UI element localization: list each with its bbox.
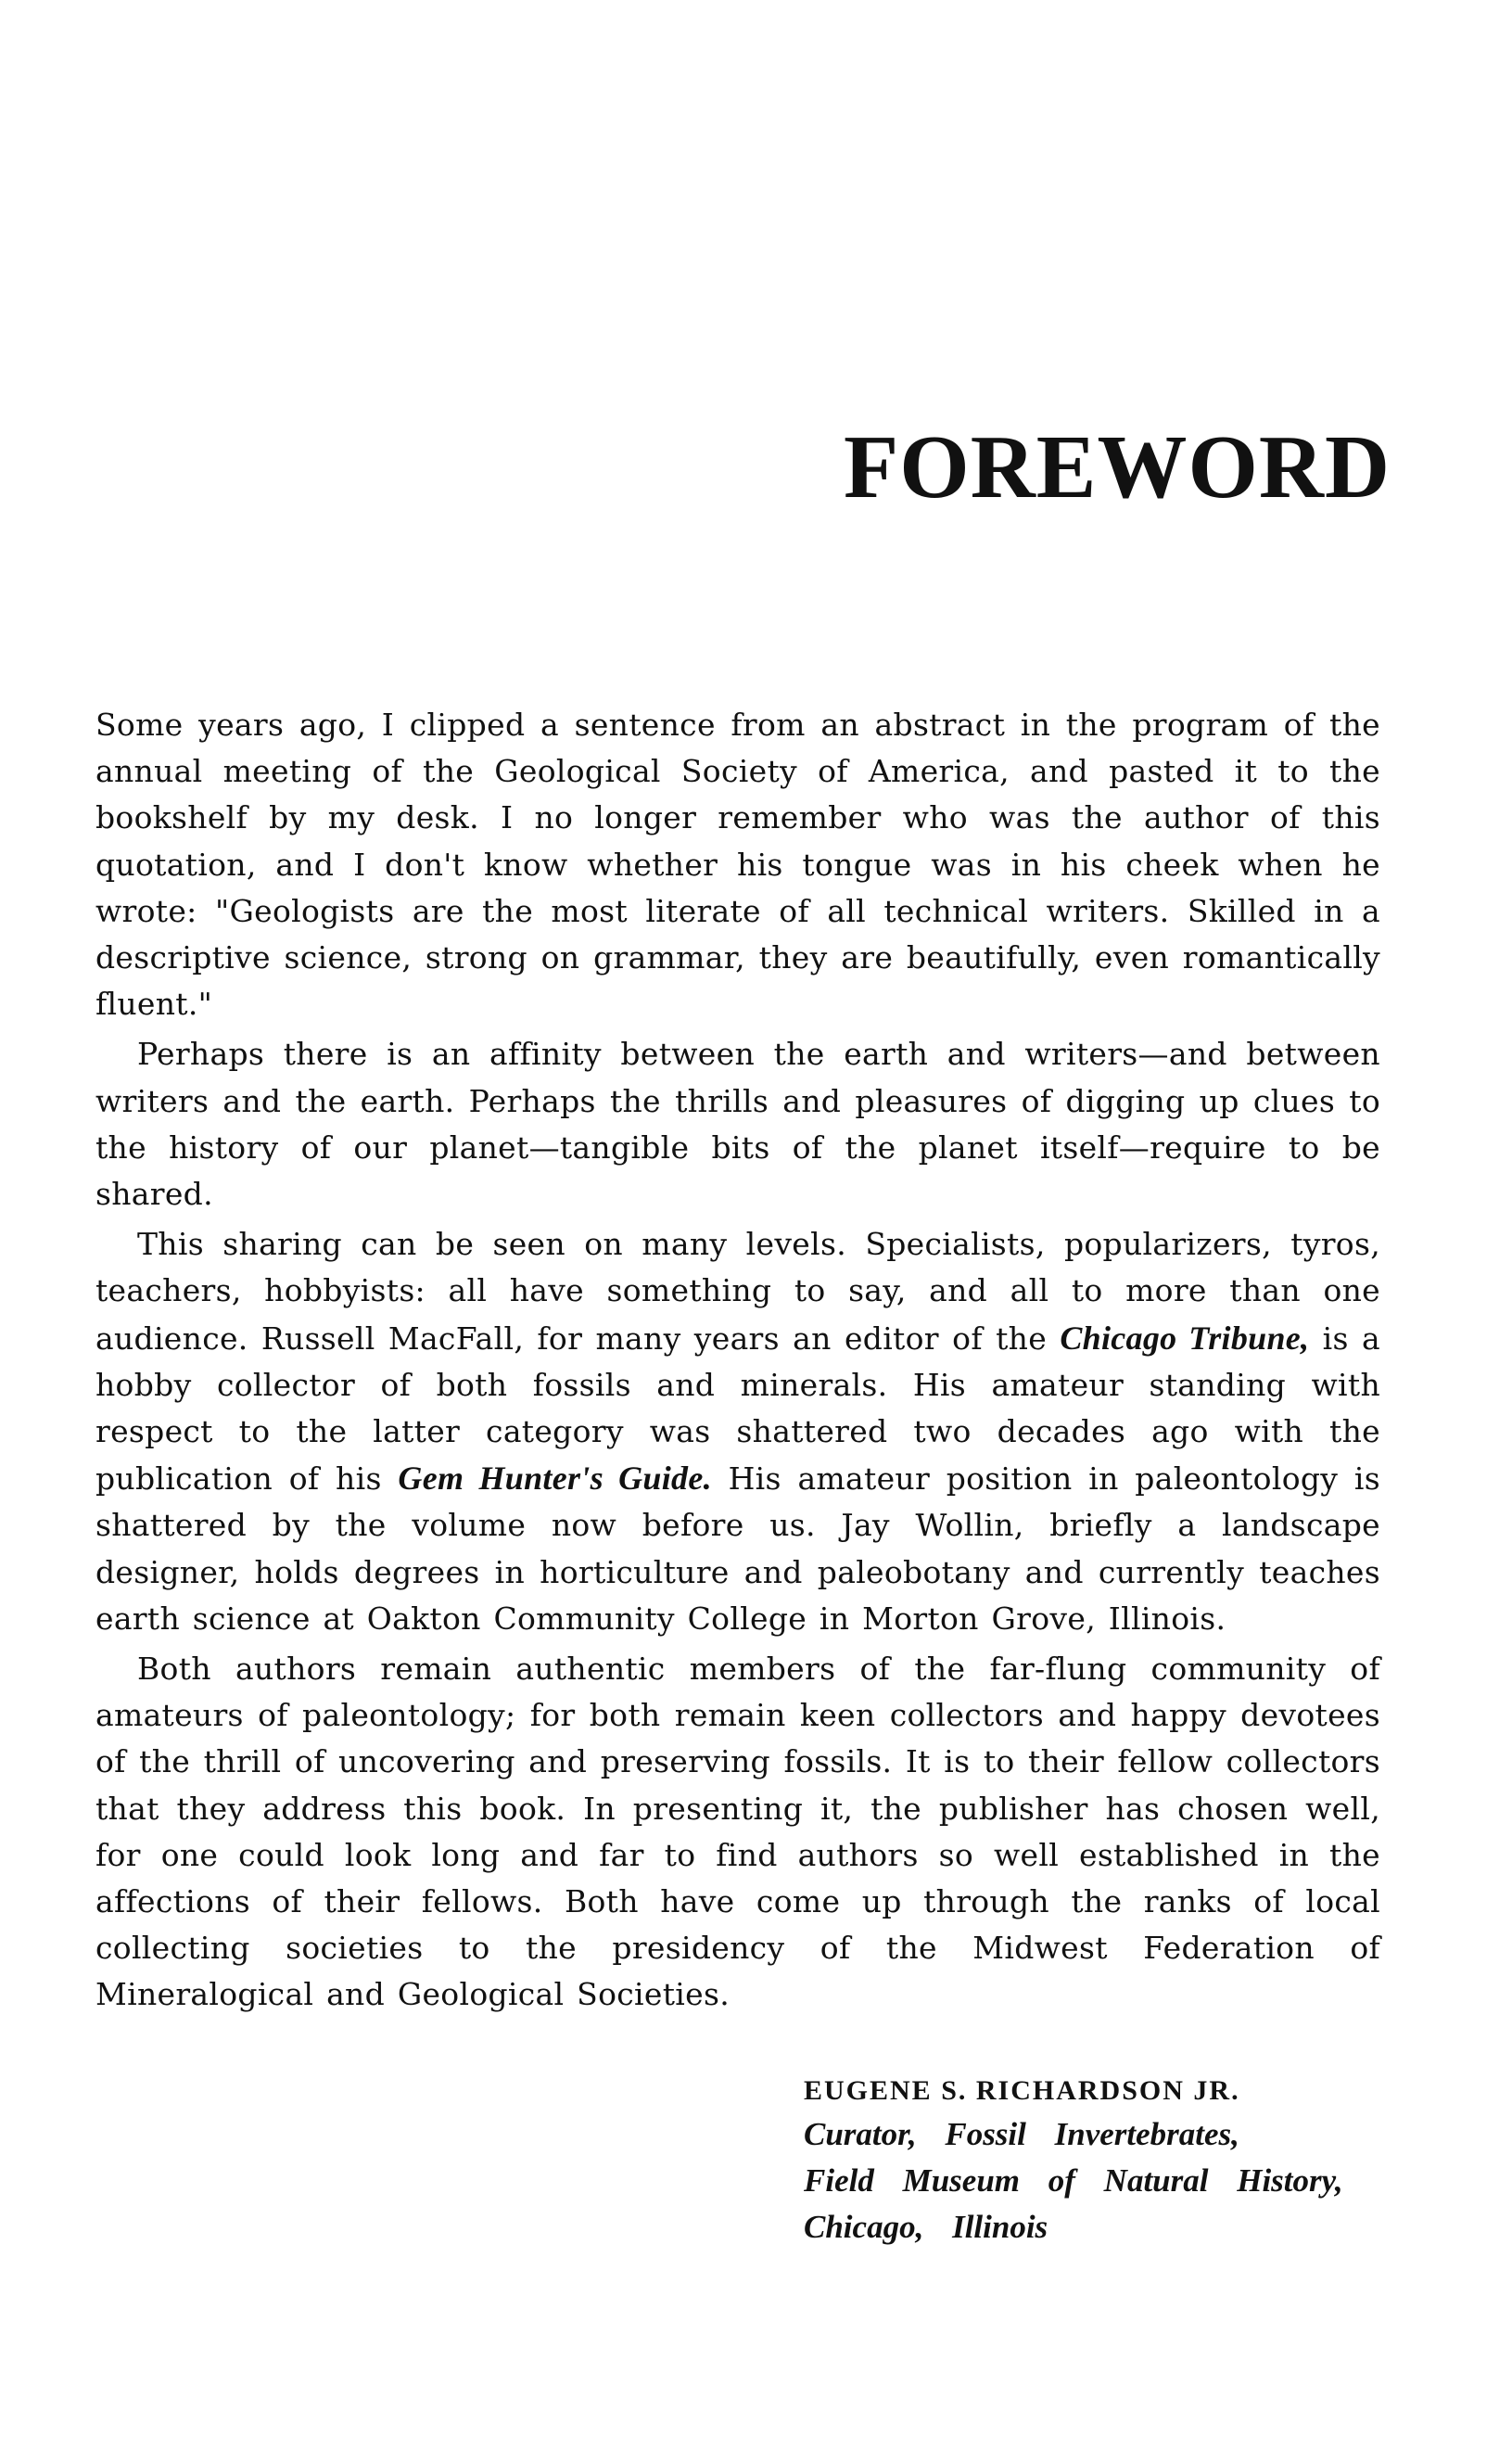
paragraph-2: Perhaps there is an affinity between the earth and writers—and between writers and the earth. Perhaps the thrills and pleasures of digging up clues to the history of our planet—tangible bits of the planet itself—require to be shared.	[95, 1036, 1380, 1213]
paragraph-3-text-3: His amateur position in paleontology is shattered by the volume now before us. Jay Wollin, briefly a landscape designer, holds degrees in horticulture and paleobotany and currently teaches earth science at Oakton Community College in Morton Grove, Illinois.	[95, 1460, 1381, 1637]
paragraph-1: Some years ago, I clipped a sentence from an abstract in the program of the annual meeting of the Geological Society of America, and pasted it to the bookshelf by my desk. I no longer remember who was the author of this quotation, and I don't know whether his tongue was in his cheek when he wrote: "Geologists are the most literate of all technical writers. Skilled in a descriptive science, strong on grammar, they are beautifully, even romantically fluent."	[95, 707, 1380, 1023]
italic-title-chicago-tribune: Chicago Tribune,	[1060, 1319, 1310, 1357]
signature-name: EUGENE S. RICHARDSON JR.	[804, 2075, 1240, 2106]
signature-title: Curator, Fossil Invertebrates,	[804, 2116, 1239, 2152]
italic-title-gem-hunters-guide: Gem Hunter's Guide.	[398, 1460, 712, 1498]
paragraph-3-text-2: is a hobby collector of both fossils and minerals. His amateur standing with respect to the latter category was shattered two decades ago with the publication of his	[95, 1320, 1380, 1498]
paragraph-3-text-1: This sharing can be seen on many levels. Specialists, popularizers, tyros, teachers, hobbyists: all have something to say, and all to more than one audience. Russell MacFall, for many years an editor of the	[95, 1226, 1380, 1357]
signature-location: Chicago, Illinois	[804, 2209, 1048, 2245]
signature-block	[804, 2071, 1379, 2251]
signature-institution: Field Museum of Natural History,	[804, 2162, 1343, 2199]
paragraph-3	[95, 1221, 1380, 1642]
foreword-body	[95, 702, 1380, 2019]
page-title: FOREWORD	[844, 417, 1391, 516]
paragraph-4: Both authors remain authentic members of the far-flung community of amateurs of paleontology; for both remain keen collectors and happy devotees of the thrill of uncovering and preserving fossils. It is to their fellow collectors that they address this book. In presenting it, the publisher has chosen well, for one could look long and far to find authors so well established in the affections of their fellows. Both have come up through the ranks of local collecting societies to the presidency of the Midwest Federation of Mineralogical and Geological Societies.	[95, 1651, 1380, 2013]
